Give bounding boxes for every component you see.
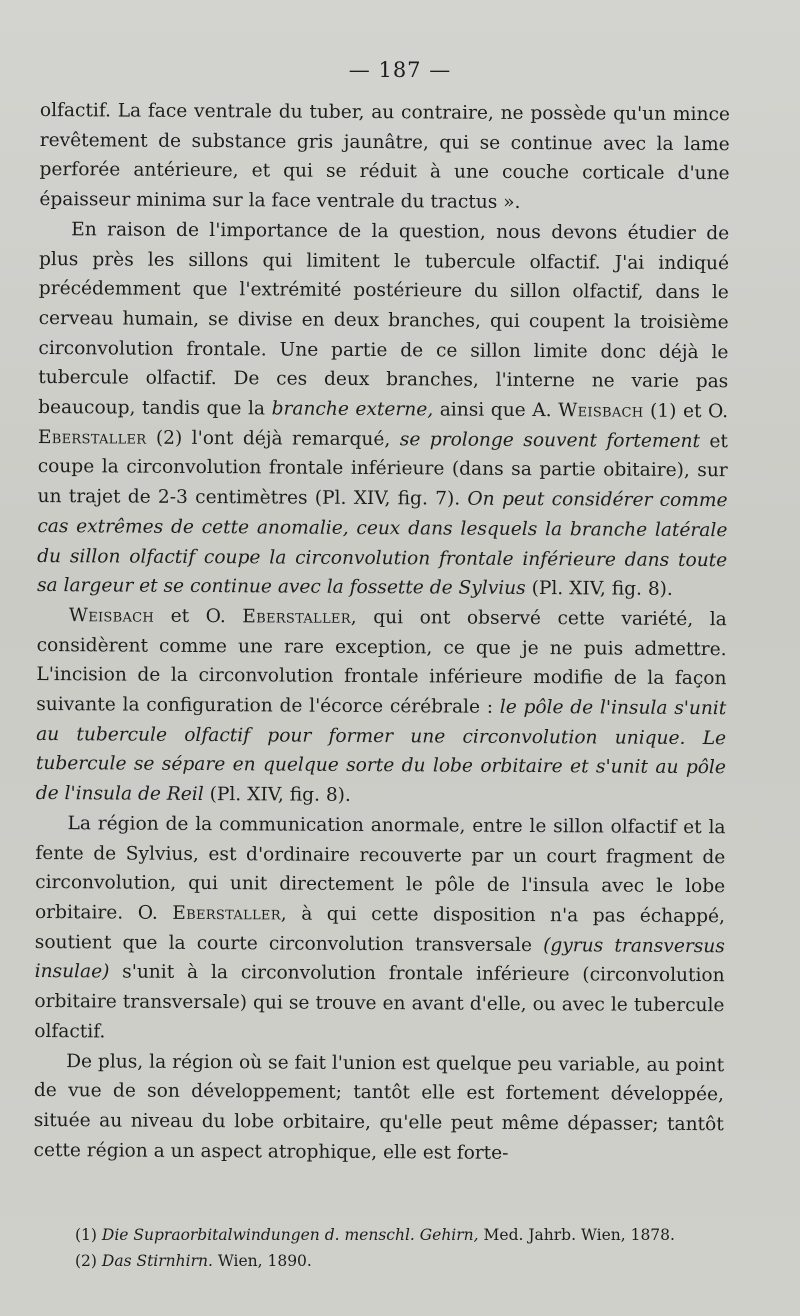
page-number: — 187 — [348,58,452,82]
text-run: La région de la communication anormale, entre le sillon olfactif et la fente de Sylvius, est d'ordinaire recouverte par un court fragment de circonvolution, qui unit directement le pôle de l'insula avec le lobe orbitaire. O. [34,813,726,924]
text-run: (Pl. XIV, fig. 8). [525,578,673,601]
footnotes [75,1222,735,1274]
text-run: , qui ont observé cette variété, la considèrent comme une rare exception, ce que je ne puis admettre. L'incision de la circonvolution frontale inférieure modifie de la façon suivante la configuration de l'écorce cérébrale : [36,606,727,718]
author-name: Weisbach [558,400,644,422]
paragraph-continuation [39,96,730,219]
italic-run: On peut considérer comme cas extrêmes de cette anomalie, ceux dans lesquels la branche latérale du sillon olfactif coupe la circonvolution frontale inférieure dans toute sa largeur et se continue avec la fossette de Sylvius [36,488,728,600]
footnote-1 [75,1222,735,1248]
text-run: s'unit à la circonvolution frontale inférieure (circonvolution orbitaire transversale) qui se trouve en avant d'elle, ou avec le tubercule olfactif. [34,961,725,1043]
footnote-2 [75,1248,735,1274]
footnote-mark: (2) [75,1252,97,1270]
text-run: olfactif. La face ventrale du tuber, au contraire, ne possède qu'un mince revêtement de substance gris jaunâtre, qui se continue avec la lame perforée antérieure, et qui se réduit à une couche corticale d'une épaisseur minima sur la face ventrale du tractus ». [39,99,730,214]
footnote-source: Med. Jahrb. Wien, 1878. [478,1226,675,1244]
text-run: et O. [154,605,243,628]
text-run: ainsi que A. [433,399,559,422]
author-name: Eberstaller [172,902,281,925]
text-run: En raison de l'importance de la question, nous devons étudier de plus près les sillons qui limitent le tubercule olfactif. J'ai indiqué précédemment que l'extrémité postérieure du sillon olfactif, dans le cerveau humain, se divise en deux branches, qui coupent la troisième circonvolution frontale. Une partie de ce sillon limite donc déjà le tubercule olfactif. De ces deux branches, l'interne ne varie pas beaucoup, tandis que la [38,219,730,420]
text-run: (2) l'ont déjà remarqué, [146,427,400,450]
author-name: Eberstaller [37,426,147,449]
paragraph-region [34,809,725,1051]
italic-run: se prolonge souvent fortement [399,428,701,452]
paragraph-de-plus [33,1046,724,1169]
italic-run: (gyrus transversus insulae) [34,934,725,983]
author-name: Weisbach [68,605,155,627]
text-run: , à qui cette disposition n'a pas échappé, soutient que la courte circonvolution transversale [34,903,726,956]
footnote-source: Wien, 1890. [212,1252,312,1270]
text-run: (Pl. XIV, fig. 8). [203,784,351,807]
paragraph-weisbach [36,601,727,813]
body-text [33,96,730,1170]
italic-run: le pôle de l'insula s'unit au tubercule olfactif pour former une circonvolution unique. Le tubercule se sépare en quelque sorte du lobe orbitaire et s'unit au pôle de l'insula de Reil [35,696,727,806]
footnote-mark: (1) [75,1226,97,1244]
text-run: De plus, la région où se fait l'union est quelque peu variable, au point de vue de son développement; tantôt elle est fortement développée, située au niveau du lobe orbitaire, qu'elle peut même dépasser; tantôt cette région a un aspect atrophique, elle est forte- [33,1050,725,1164]
text-run: et coupe la circonvolution frontale inférieure (dans sa partie obitaire), sur un trajet de 2-3 centimètres (Pl. XIV, fig. 7). [37,430,728,510]
paragraph-importance [37,215,729,605]
footnote-title: Die Supraorbitalwindungen d. menschl. Gehirn, [101,1226,479,1244]
italic-run: branche externe, [271,398,434,421]
author-name: Eberstaller [242,606,351,628]
text-run: (1) et O. [643,400,729,423]
footnote-title: Das Stirnhirn. [101,1252,213,1270]
